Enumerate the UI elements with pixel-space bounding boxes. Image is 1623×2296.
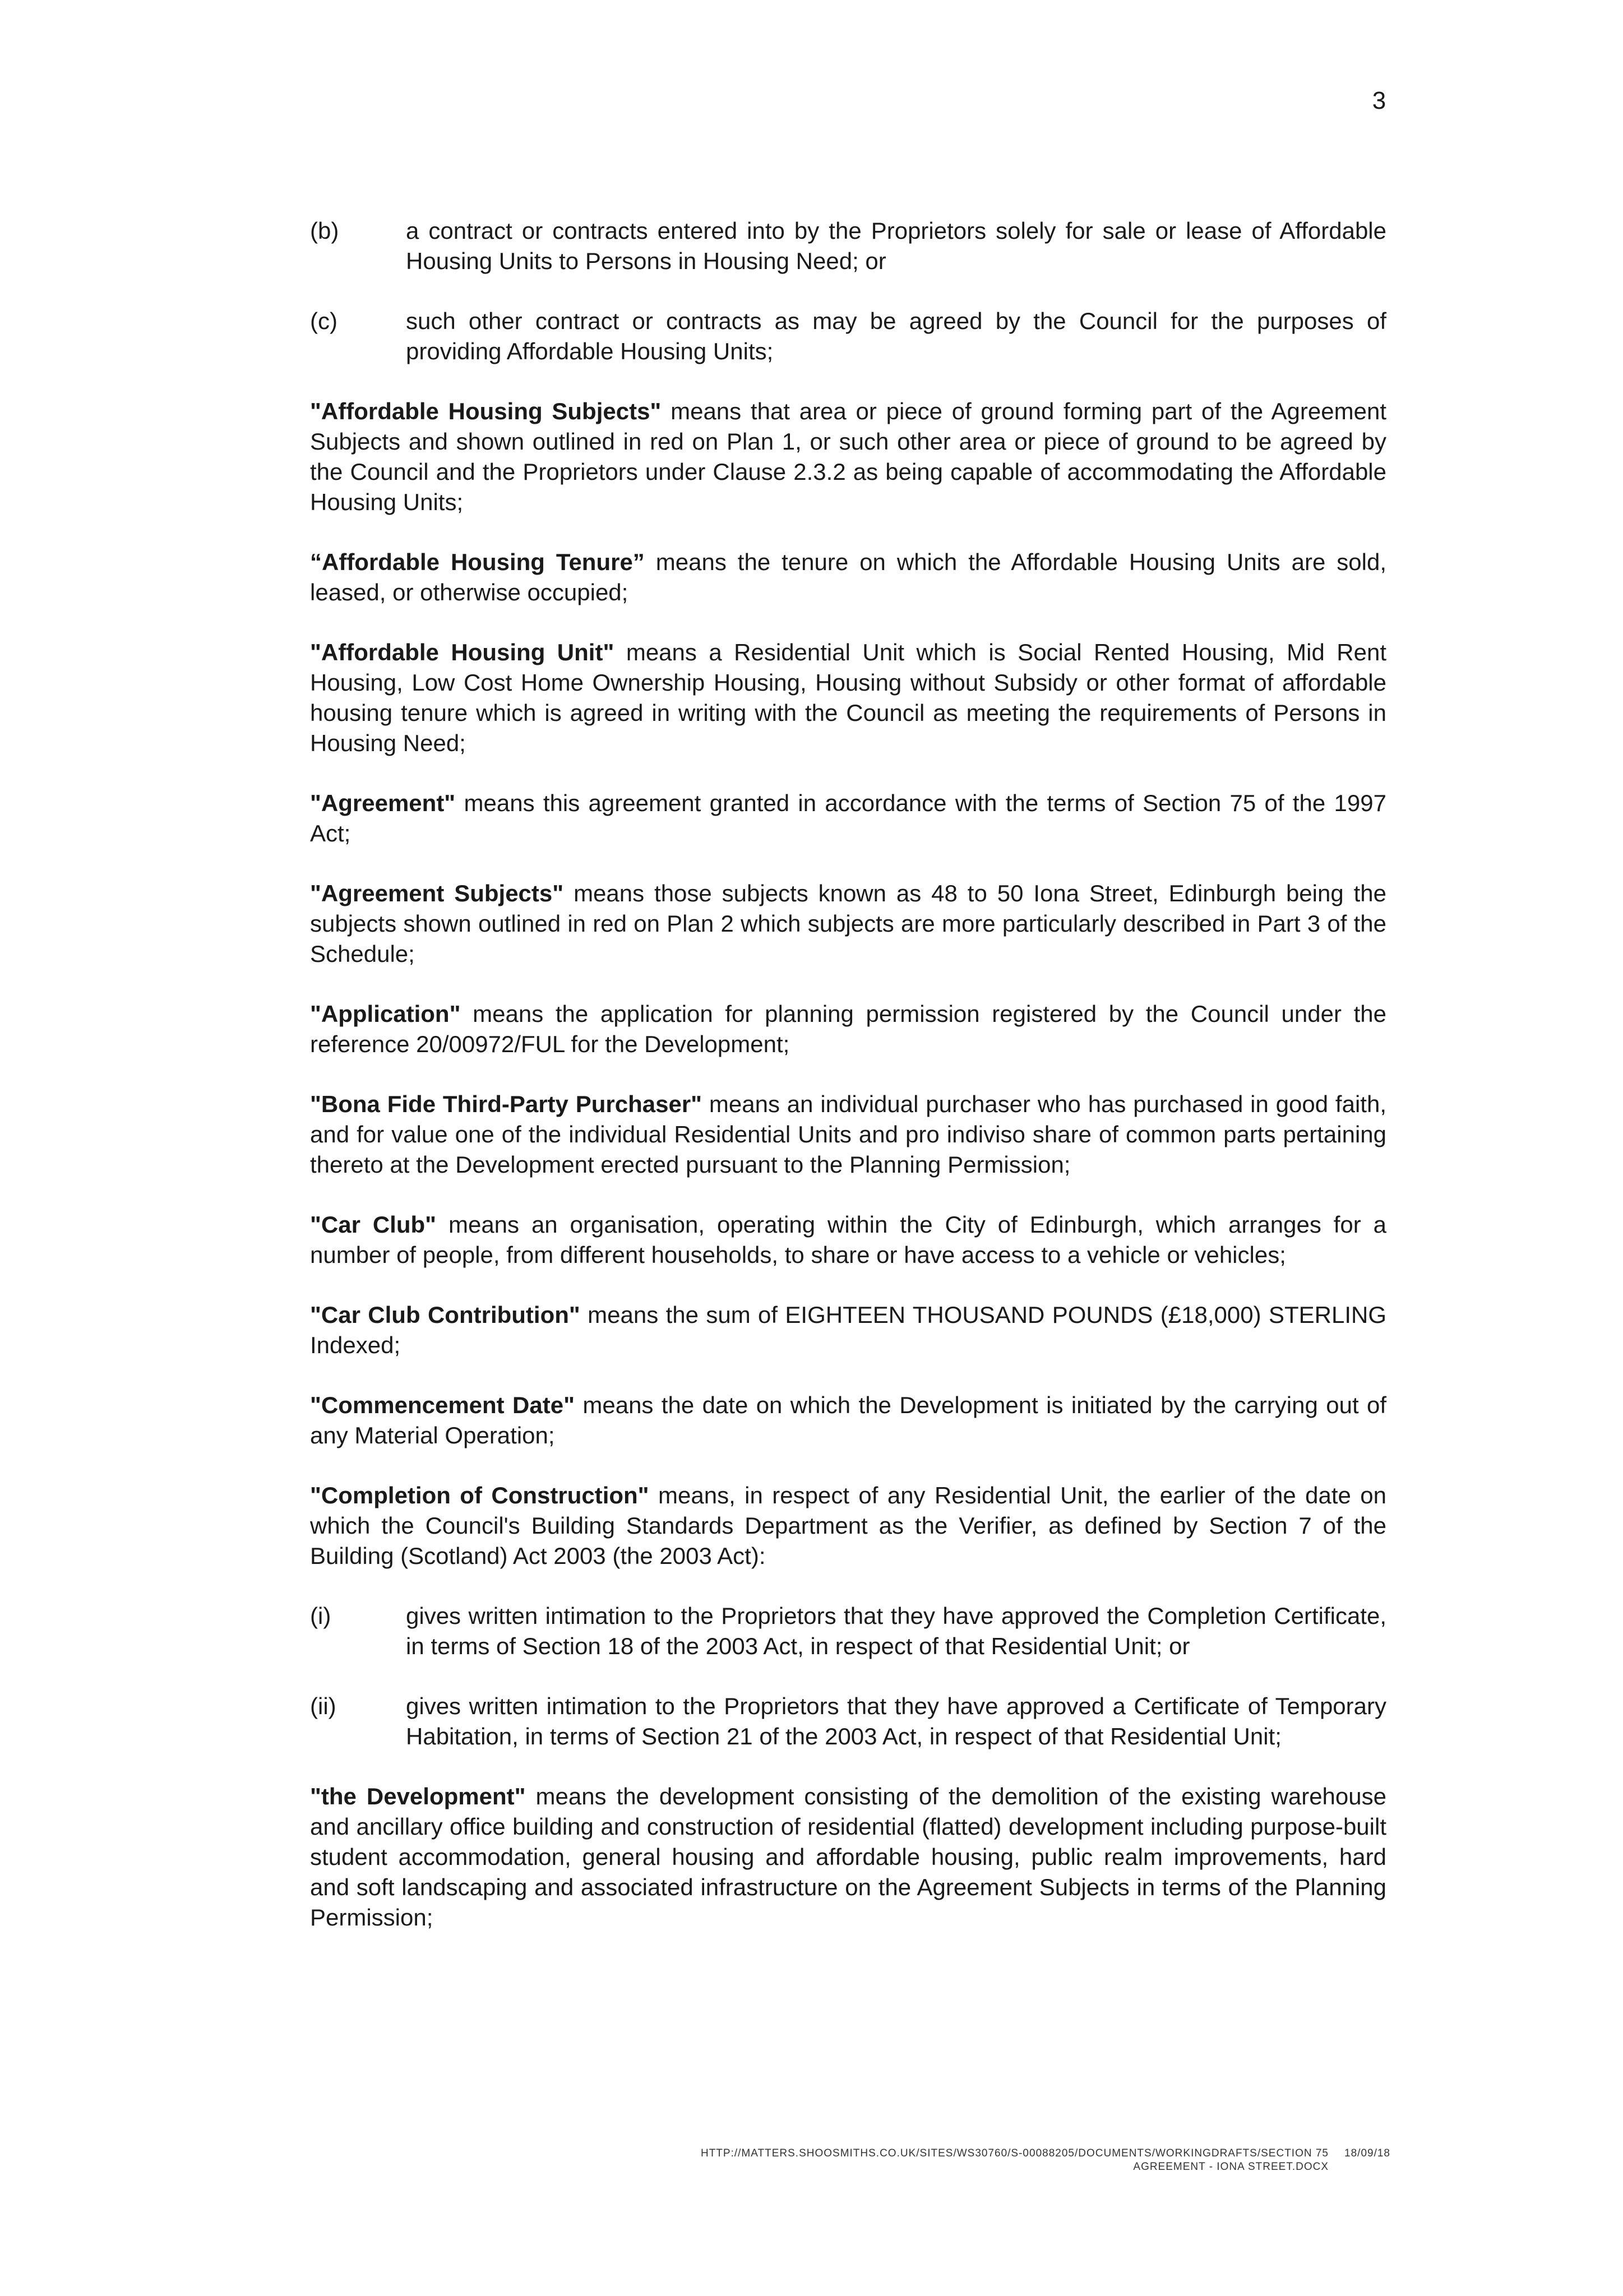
definition-paragraph (310, 1480, 1386, 1571)
definition-text: means this agreement granted in accordance with the terms of Section 75 of the 1997 Act; (310, 790, 1386, 846)
clause-item (310, 216, 1386, 276)
clause-item (310, 1691, 1386, 1752)
definition-paragraph (310, 878, 1386, 969)
clause-label: (b) (310, 217, 339, 244)
definition-term: “Affordable Housing Tenure” (310, 549, 645, 575)
clause-label: (c) (310, 308, 337, 334)
definition-paragraph (310, 1210, 1386, 1270)
clause-text: gives written intimation to the Proprietors that they have approved a Certificate of Temporary Habitation, in terms of Section 21 of the 2003 Act, in respect of that Residential Unit; (406, 1693, 1386, 1749)
footer-path-line: AGREEMENT - IONA STREET.DOCX (1133, 2161, 1329, 2173)
definition-text: means that area or piece of ground forming part of the Agreement Subjects and shown outlined in red on Plan 1, or such other area or piece of ground to be agreed by the Council and the Proprietors under Clause 2.3.2 as being capable of accommodating the Affordable Housing Units; (310, 398, 1386, 515)
definition-paragraph (310, 396, 1386, 517)
document-body (310, 216, 1386, 1962)
definition-paragraph (310, 788, 1386, 849)
definition-paragraph (310, 547, 1386, 608)
clause-item (310, 306, 1386, 367)
definition-text: means an organisation, operating within the City of Edinburgh, which arranges for a number of people, from different households, to share or have access to a vehicle or vehicles; (310, 1211, 1386, 1268)
definition-term: "Completion of Construction" (310, 1482, 649, 1508)
clause-text: such other contract or contracts as may be agreed by the Council for the purposes of providing Affordable Housing Units; (406, 308, 1386, 364)
definition-text: means the tenure on which the Affordable Housing Units are sold, leased, or otherwise occupied; (310, 549, 1386, 605)
definition-text: means an individual purchaser who has purchased in good faith, and for value one of the individual Residential Units and pro indiviso share of common parts pertaining thereto at the Development erected pursuant to the Planning Permission; (310, 1091, 1386, 1178)
definition-text: means the date on which the Development is initiated by the carrying out of any Material Operation; (310, 1392, 1387, 1448)
definition-text: means, in respect of any Residential Unit, the earlier of the date on which the Council's Building Standards Department as the Verifier, as defined by Section 7 of the Building (Scotland) Act 2003 (the 2003 Act): (310, 1482, 1386, 1569)
footer-path-line: HTTP://MATTERS.SHOOSMITHS.CO.UK/SITES/WS30760/S-00088205/DOCUMENTS/WORKINGDRAFTS/SECTION 75 (700, 2147, 1329, 2159)
page-number: 3 (1372, 87, 1386, 114)
footer-date: 18/09/18 (1344, 2147, 1390, 2159)
definition-paragraph (310, 637, 1386, 758)
clause-item (310, 1601, 1386, 1661)
definition-term: "Affordable Housing Subjects" (310, 398, 662, 424)
definition-paragraph (310, 1781, 1386, 1933)
definition-text: means the development consisting of the demolition of the existing warehouse and ancillary office building and construction of residential (flatted) development including purpose-built student accommodation, general housing and affordable housing, public realm improvements, hard and soft landscaping and associated infrastructure on the Agreement Subjects in terms of the Planning Permission; (310, 1783, 1386, 1931)
definition-term: "Agreement" (310, 790, 456, 816)
definition-term: "Agreement Subjects" (310, 880, 564, 906)
definition-term: "Car Club" (310, 1211, 437, 1238)
definition-term: "Bona Fide Third-Party Purchaser" (310, 1091, 702, 1117)
definition-term: "Application" (310, 1001, 461, 1027)
definition-text: means the sum of EIGHTEEN THOUSAND POUNDS (£18,000) STERLING Indexed; (310, 1302, 1386, 1358)
definition-paragraph (310, 1300, 1386, 1360)
definition-text: means those subjects known as 48 to 50 Iona Street, Edinburgh being the subjects shown outlined in red on Plan 2 which subjects are more particularly described in Part 3 of the Schedule; (310, 880, 1386, 967)
definition-paragraph (310, 999, 1386, 1059)
footer-file-path (505, 2147, 1329, 2174)
clause-text: gives written intimation to the Proprietors that they have approved the Completion Certificate, in terms of Section 18 of the 2003 Act, in respect of that Residential Unit; or (406, 1603, 1386, 1659)
definition-paragraph (310, 1089, 1386, 1180)
clause-label: (i) (310, 1603, 331, 1629)
definition-term: "the Development" (310, 1783, 526, 1809)
definition-text: means the application for planning permission registered by the Council under the reference 20/00972/FUL for the Development; (310, 1001, 1386, 1057)
definition-term: "Affordable Housing Unit" (310, 639, 614, 665)
definition-term: "Commencement Date" (310, 1392, 575, 1418)
clause-text: a contract or contracts entered into by the Proprietors solely for sale or lease of Affordable Housing Units to Persons in Housing Need; or (406, 217, 1386, 274)
clause-label: (ii) (310, 1693, 336, 1719)
definition-paragraph (310, 1390, 1386, 1451)
definition-term: "Car Club Contribution" (310, 1302, 580, 1328)
definition-text: means a Residential Unit which is Social Rented Housing, Mid Rent Housing, Low Cost Home Ownership Housing, Housing without Subsidy or other format of affordable housing tenure which is agreed in writing with the Council as meeting the requirements of Persons in Housing Need; (310, 639, 1386, 756)
